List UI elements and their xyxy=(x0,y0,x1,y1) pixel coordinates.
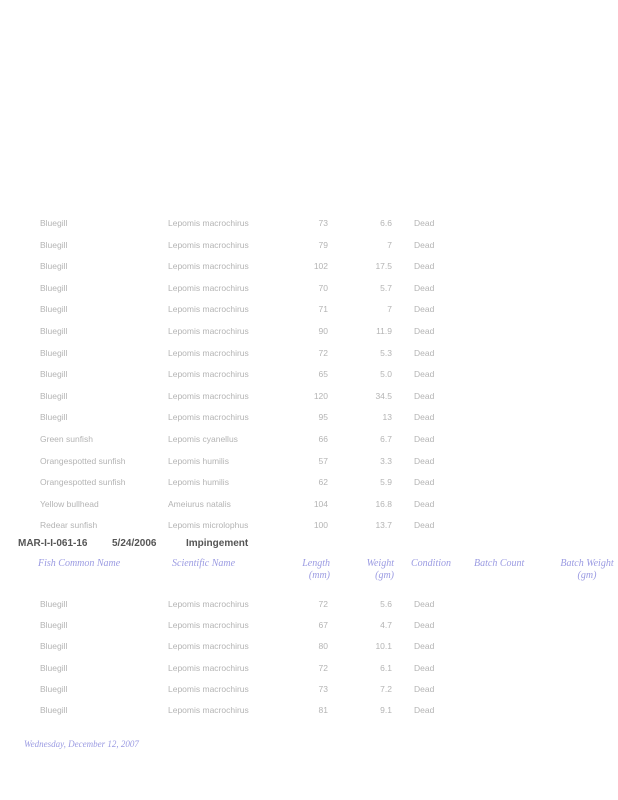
scientific-name-cell: Lepomis macrochirus xyxy=(168,390,249,401)
fish-common-name-cell: Orangespotted sunfish xyxy=(40,477,126,488)
length-cell: 73 xyxy=(318,683,328,694)
scientific-name-cell: Ameiurus natalis xyxy=(168,498,231,509)
length-cell: 79 xyxy=(318,239,328,250)
scientific-name-cell: Lepomis macrochirus xyxy=(168,282,249,293)
fish-common-name-cell: Bluegill xyxy=(40,390,68,401)
scientific-name-cell: Lepomis humilis xyxy=(168,477,229,488)
scientific-name-cell: Lepomis microlophus xyxy=(168,520,249,531)
length-cell: 72 xyxy=(318,599,328,609)
length-cell: 66 xyxy=(318,434,328,444)
condition-cell: Dead xyxy=(414,477,435,488)
weight-cell: 5.0 xyxy=(380,369,392,380)
fish-common-name-cell: Bluegill xyxy=(40,304,68,315)
condition-cell: Dead xyxy=(414,599,435,609)
table-row xyxy=(0,412,618,426)
fish-common-name-cell: Bluegill xyxy=(40,705,68,715)
fish-common-name-cell: Yellow bullhead xyxy=(40,498,99,509)
scientific-name-cell: Lepomis macrochirus xyxy=(168,218,249,228)
weight-cell: 9.1 xyxy=(380,705,392,715)
sample-date: 5/24/2006 xyxy=(112,538,157,549)
fish-common-name-cell: Orangespotted sunfish xyxy=(40,455,126,466)
length-cell: 72 xyxy=(318,662,328,673)
condition-cell: Dead xyxy=(414,705,435,715)
weight-cell: 13.7 xyxy=(375,520,392,531)
weight-cell: 5.7 xyxy=(380,282,392,293)
header-fish-common-name: Fish Common Name xyxy=(38,558,121,569)
weight-cell: 7.2 xyxy=(380,683,392,694)
header-weight-label: Weight xyxy=(366,558,394,569)
scientific-name-cell: Lepomis macrochirus xyxy=(168,412,249,423)
length-cell: 102 xyxy=(313,261,328,272)
fish-common-name-cell: Bluegill xyxy=(40,261,68,272)
table-row xyxy=(0,641,618,655)
condition-cell: Dead xyxy=(414,282,435,293)
length-cell: 67 xyxy=(318,620,328,631)
table-row xyxy=(0,499,618,513)
condition-cell: Dead xyxy=(414,369,435,380)
fish-common-name-cell: Bluegill xyxy=(40,239,68,250)
table-row xyxy=(0,456,618,470)
header-length xyxy=(300,558,330,582)
condition-cell: Dead xyxy=(414,498,435,509)
header-condition: Condition xyxy=(411,558,452,569)
length-cell: 90 xyxy=(318,326,328,336)
weight-cell: 5.6 xyxy=(380,599,392,609)
scientific-name-cell: Lepomis macrochirus xyxy=(168,620,249,631)
table-row xyxy=(0,261,618,275)
length-cell: 120 xyxy=(313,390,328,401)
weight-cell: 3.3 xyxy=(380,455,392,466)
length-cell: 72 xyxy=(318,347,328,358)
length-cell: 71 xyxy=(318,304,328,315)
weight-cell: 7 xyxy=(387,239,392,250)
header-scientific-name: Scientific Name xyxy=(172,558,236,569)
weight-cell: 5.3 xyxy=(380,347,392,358)
fish-common-name-cell: Bluegill xyxy=(40,641,68,652)
weight-cell: 7 xyxy=(387,304,392,315)
scientific-name-cell: Lepomis humilis xyxy=(168,455,229,466)
scientific-name-cell: Lepomis macrochirus xyxy=(168,662,249,673)
scientific-name-cell: Lepomis macrochirus xyxy=(168,239,249,250)
condition-cell: Dead xyxy=(414,304,435,315)
condition-cell: Dead xyxy=(414,412,435,423)
weight-cell: 11.9 xyxy=(376,326,392,336)
condition-cell: Dead xyxy=(414,326,435,336)
sample-header xyxy=(0,538,618,552)
condition-cell: Dead xyxy=(414,434,435,444)
scientific-name-cell: Lepomis macrochirus xyxy=(168,304,249,315)
length-cell: 80 xyxy=(318,641,328,652)
length-cell: 70 xyxy=(318,282,328,293)
weight-cell: 4.7 xyxy=(380,620,392,631)
weight-cell: 5.9 xyxy=(380,477,392,488)
fish-common-name-cell: Bluegill xyxy=(40,412,68,423)
condition-cell: Dead xyxy=(414,455,435,466)
table-row xyxy=(0,348,618,362)
condition-cell: Dead xyxy=(414,218,435,228)
fish-common-name-cell: Bluegill xyxy=(40,683,68,694)
table-row xyxy=(0,283,618,297)
length-cell: 57 xyxy=(318,455,328,466)
scientific-name-cell: Lepomis macrochirus xyxy=(168,705,249,715)
length-cell: 65 xyxy=(318,369,328,380)
header-batch-count: Batch Count xyxy=(474,558,525,569)
header-batch-weight xyxy=(556,558,618,582)
table-row xyxy=(0,599,618,613)
condition-cell: Dead xyxy=(414,390,435,401)
header-weight xyxy=(358,558,394,582)
weight-cell: 6.7 xyxy=(380,434,392,444)
weight-cell: 6.1 xyxy=(380,662,392,673)
fish-common-name-cell: Bluegill xyxy=(40,326,68,336)
column-headers xyxy=(0,558,618,590)
fish-common-name-cell: Bluegill xyxy=(40,620,68,631)
table-row xyxy=(0,520,618,534)
length-cell: 62 xyxy=(318,477,328,488)
weight-cell: 6.6 xyxy=(380,218,392,228)
scientific-name-cell: Lepomis cyanellus xyxy=(168,434,238,444)
scientific-name-cell: Lepomis macrochirus xyxy=(168,347,249,358)
table-row xyxy=(0,391,618,405)
table-row xyxy=(0,369,618,383)
weight-cell: 17.5 xyxy=(375,261,392,272)
header-weight-unit: (gm) xyxy=(375,570,394,581)
weight-cell: 10.1 xyxy=(375,641,392,652)
scientific-name-cell: Lepomis macrochirus xyxy=(168,261,249,272)
condition-cell: Dead xyxy=(414,641,435,652)
table-row xyxy=(0,240,618,254)
sample-type: Impingement xyxy=(186,538,249,549)
condition-cell: Dead xyxy=(414,261,435,272)
length-cell: 73 xyxy=(318,218,328,228)
weight-cell: 34.5 xyxy=(375,390,392,401)
length-cell: 81 xyxy=(318,705,328,715)
length-cell: 104 xyxy=(313,498,328,509)
condition-cell: Dead xyxy=(414,683,435,694)
table-row xyxy=(0,477,618,491)
table-row xyxy=(0,304,618,318)
length-cell: 100 xyxy=(313,520,328,531)
weight-cell: 16.8 xyxy=(375,498,392,509)
fish-common-name-cell: Redear sunfish xyxy=(40,520,98,531)
table-row xyxy=(0,663,618,677)
condition-cell: Dead xyxy=(414,520,435,531)
fish-common-name-cell: Green sunfish xyxy=(40,434,93,444)
weight-cell: 13 xyxy=(382,412,392,423)
scientific-name-cell: Lepomis macrochirus xyxy=(168,599,249,609)
condition-cell: Dead xyxy=(414,662,435,673)
sample-id: MAR-I-I-061-16 xyxy=(18,538,88,549)
scientific-name-cell: Lepomis macrochirus xyxy=(168,641,249,652)
scientific-name-cell: Lepomis macrochirus xyxy=(168,683,249,694)
table-row xyxy=(0,218,618,232)
fish-common-name-cell: Bluegill xyxy=(40,282,68,293)
fish-common-name-cell: Bluegill xyxy=(40,599,68,609)
scientific-name-cell: Lepomis macrochirus xyxy=(168,369,249,380)
table-row xyxy=(0,326,618,340)
table-row xyxy=(0,705,618,719)
length-cell: 95 xyxy=(318,412,328,423)
fish-common-name-cell: Bluegill xyxy=(40,347,68,358)
header-batch-weight-label: Batch Weight xyxy=(560,558,614,569)
header-batch-weight-unit: (gm) xyxy=(577,570,597,581)
condition-cell: Dead xyxy=(414,347,435,358)
condition-cell: Dead xyxy=(414,239,435,250)
report-date-footer: Wednesday, December 12, 2007 xyxy=(24,739,139,749)
fish-common-name-cell: Bluegill xyxy=(40,662,68,673)
fish-common-name-cell: Bluegill xyxy=(40,369,68,380)
header-length-label: Length xyxy=(302,558,330,569)
table-row xyxy=(0,434,618,448)
table-row xyxy=(0,620,618,634)
scientific-name-cell: Lepomis macrochirus xyxy=(168,326,249,336)
condition-cell: Dead xyxy=(414,620,435,631)
table-row xyxy=(0,684,618,698)
fish-common-name-cell: Bluegill xyxy=(40,218,68,228)
header-length-unit: (mm) xyxy=(308,570,330,581)
